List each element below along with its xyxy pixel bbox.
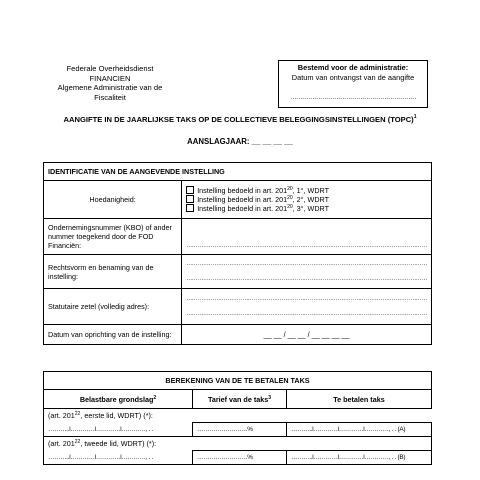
option-suffix: , 3°, WDRT (292, 204, 329, 213)
capacity-option-3[interactable] (186, 204, 427, 213)
taxable-base-field-a[interactable]: ………..l…………l…………l…………, . . (44, 423, 193, 437)
registered-office-label: Statutaire zetel (volledig adres): (44, 289, 182, 325)
col-tax-rate (193, 390, 287, 409)
col-sup: 3 (268, 394, 271, 401)
checkbox-icon[interactable] (186, 195, 194, 203)
dotted-line: ………………………………………………………………………………………………………………… (186, 243, 427, 249)
capacity-option-2[interactable] (186, 195, 427, 204)
dotted-line: ………………………………………………………………………………………………………………… (186, 295, 427, 302)
col-tax-due: Te betalen taks (287, 390, 432, 409)
tax-due-field-a[interactable]: ………..l…………l…………l…………, . . (A) (287, 423, 432, 437)
taxable-base-field-b[interactable]: ………..l…………l…………l…………, . . (44, 451, 193, 465)
option-suffix: , 2°, WDRT (292, 195, 329, 204)
option-text: Instelling bedoeld in art. 201 (197, 195, 288, 204)
capacity-label: Hoedanigheid: (44, 181, 182, 219)
identification-table (43, 162, 432, 345)
col-text: Tarief van de taks (208, 394, 269, 404)
option-text: Instelling bedoeld in art. 201 (197, 186, 288, 195)
option-sup: 20 (287, 186, 293, 192)
registered-office-field[interactable] (182, 289, 432, 325)
assessment-year[interactable]: AANSLAGJAAR: __ __ __ __ (187, 137, 293, 146)
org-line: Fiscaliteit (94, 92, 126, 102)
org-line: Algemene Administratie van de (57, 83, 163, 93)
col-taxable-base (44, 390, 193, 409)
footnote-marker: 1 (413, 114, 417, 120)
tax-calculation-table (43, 371, 432, 465)
kbo-label: Ondernemingsnummer (KBO) of ander nummer toegekend door de FOD Financiën: (44, 219, 182, 255)
capacity-options (182, 181, 432, 219)
col-sup: 2 (153, 394, 157, 401)
option-suffix: , 1°, WDRT (292, 186, 329, 195)
capacity-option-1[interactable] (186, 186, 427, 195)
checkbox-icon[interactable] (186, 204, 194, 212)
row-label-a (44, 409, 432, 423)
tax-rate-field-a[interactable]: …………………….% (193, 423, 287, 437)
dotted-line: ………………………………………………………………………………………………………………… (186, 275, 427, 282)
row-label-sup: 22 (74, 411, 81, 417)
legal-form-field[interactable] (182, 255, 432, 289)
dotted-line: ………………………………………………………………………………………………………………… (186, 310, 427, 317)
kbo-field[interactable] (182, 219, 432, 255)
tax-rate-field-b[interactable]: …………………….% (193, 451, 287, 465)
admin-use-box (278, 60, 428, 108)
form-title-text: AANGIFTE IN DE JAARLIJKSE TAKS OP DE COLLECTIEVE BELEGGINGSINSTELLINGEN (TOPC) (63, 115, 414, 124)
row-label-suffix: , eerste lid, WDRT) (*): (80, 411, 153, 420)
checkbox-icon[interactable] (186, 186, 194, 194)
option-sup: 20 (287, 204, 293, 210)
calculation-heading: BEREKENING VAN DE TE BETALEN TAKS (44, 372, 432, 390)
issuing-authority (40, 64, 180, 102)
row-label-sup: 22 (74, 439, 81, 445)
row-label-text: (art. 201 (48, 439, 75, 448)
founding-date-label: Datum van oprichting van de instelling: (44, 325, 182, 345)
legal-form-label: Rechtsvorm en benaming van de instelling: (44, 255, 182, 289)
col-text: Belastbare grondslag (79, 394, 154, 404)
identification-heading: IDENTIFICATIE VAN DE AANGEVENDE INSTELLING (44, 163, 432, 181)
tax-due-field-b[interactable]: ………..l…………l…………l…………, . . (B) (287, 451, 432, 465)
option-text: Instelling bedoeld in art. 201 (197, 204, 288, 213)
org-line: FINANCIEN (89, 73, 131, 83)
admin-box-date-field[interactable]: ……………………………………………………… (290, 94, 416, 101)
dotted-line: ………………………………………………………………………………………………………………… (186, 260, 427, 267)
form-title (20, 115, 460, 124)
row-label-text: (art. 201 (48, 411, 75, 420)
org-line: Federale Overheidsdienst (66, 64, 154, 73)
founding-date-field[interactable]: __ __ / __ __ / __ __ __ __ (182, 325, 432, 345)
row-label-suffix: , tweede lid, WDRT) (*): (80, 439, 157, 448)
row-label-b (44, 437, 432, 451)
option-sup: 20 (287, 195, 293, 201)
admin-box-title: Bestemd voor de administratie: (297, 63, 409, 72)
admin-box-label: Datum van ontvangst van de aangifte (291, 72, 415, 82)
